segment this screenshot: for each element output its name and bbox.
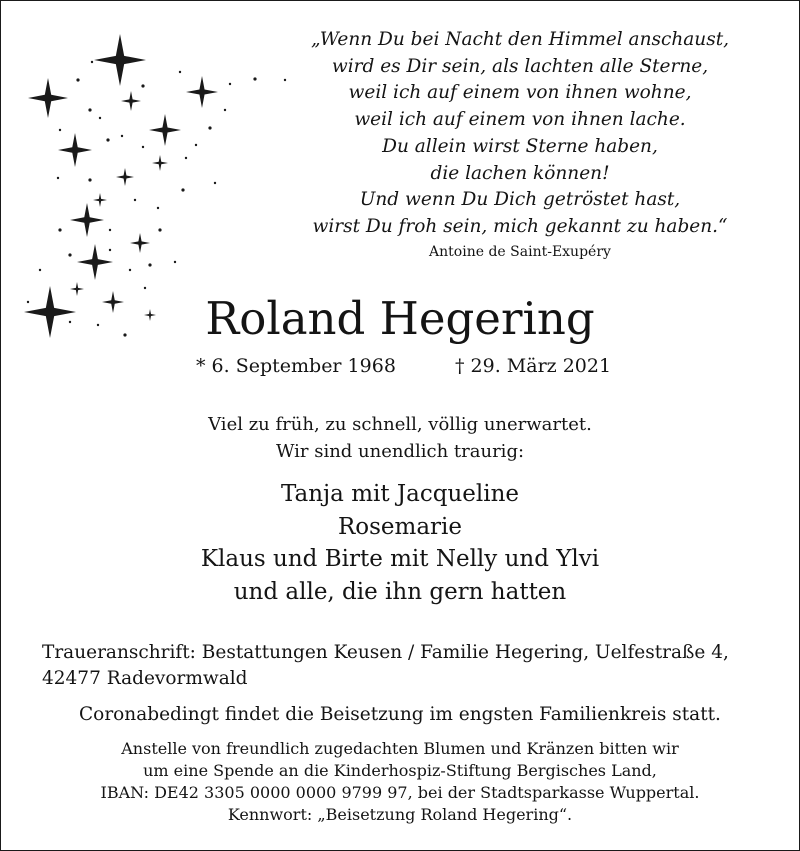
star-dot-icon	[121, 135, 123, 137]
donation-line: Anstelle von freundlich zugedachten Blumen und Kränzen bitten wir	[121, 739, 679, 758]
star-dot-icon	[76, 78, 79, 81]
mourner-name: und alle, die ihn gern hatten	[233, 578, 567, 605]
poem-line: „Wenn Du bei Nacht den Himmel anschaust,	[310, 29, 730, 50]
sparkle-star-icon	[28, 78, 68, 118]
mourner-name: Rosemarie	[337, 513, 463, 540]
star-dot-icon	[106, 138, 109, 141]
sparkle-star-icon	[93, 193, 107, 207]
sparkle-star-icon	[149, 114, 181, 146]
mourner-name: Tanja mit Jacqueline	[280, 481, 520, 507]
star-dot-icon	[109, 229, 111, 231]
sparkle-star-icon	[121, 91, 141, 111]
star-dot-icon	[148, 263, 151, 266]
corona-note: Coronabedingt findet die Beisetzung im engsten Familienkreis statt.	[79, 704, 721, 725]
star-dot-icon	[134, 199, 136, 201]
address-line: Traueranschrift: Bestattungen Keusen / Familie Hegering, Uelfestraße 4,	[42, 642, 729, 663]
mourners-list	[0, 478, 800, 608]
donation-line: um eine Spende an die Kinderhospiz-Stiftung Bergisches Land,	[143, 761, 657, 780]
poem-line: wirst Du froh sein, mich gekannt zu haben.“	[312, 215, 728, 237]
star-dot-icon	[195, 144, 197, 146]
star-dot-icon	[109, 249, 111, 251]
death-date: † 29. März 2021	[455, 355, 612, 377]
poem-quote	[300, 27, 740, 262]
star-dot-icon	[141, 84, 144, 87]
sparkle-star-icon	[58, 133, 92, 167]
lament-line: Viel zu früh, zu schnell, völlig unerwartet.	[208, 414, 592, 435]
star-dot-icon	[39, 269, 41, 271]
star-dot-icon	[185, 157, 187, 159]
star-dot-icon	[88, 108, 91, 111]
star-dot-icon	[224, 109, 226, 111]
sparkle-star-icon	[152, 155, 168, 171]
poem-line: Und wenn Du Dich getröstet hast,	[359, 189, 681, 211]
mourner-name: Klaus und Birte mit Nelly und Ylvi	[200, 546, 600, 572]
sparkle-star-icon	[77, 244, 113, 280]
star-dot-icon	[59, 129, 61, 131]
donation-line: Kennwort: „Beisetzung Roland Hegering“.	[227, 805, 573, 824]
star-dot-icon	[91, 61, 93, 63]
star-dot-icon	[158, 228, 161, 231]
star-dot-icon	[68, 253, 71, 256]
poem-line: weil ich auf einem von ihnen lache.	[354, 109, 686, 131]
poem-line: die lachen können!	[430, 162, 610, 184]
star-dot-icon	[57, 177, 59, 179]
sparkle-star-icon	[116, 168, 134, 186]
sparkle-star-icon	[70, 203, 104, 237]
lament-text	[0, 411, 800, 465]
star-dot-icon	[88, 178, 91, 181]
star-dot-icon	[284, 79, 286, 81]
star-dot-icon	[129, 269, 131, 271]
star-dot-icon	[58, 228, 61, 231]
star-dot-icon	[253, 77, 256, 80]
star-dot-icon	[142, 146, 144, 148]
sparkle-star-icon	[186, 76, 218, 108]
star-dot-icon	[157, 207, 159, 209]
poem-line: Du allein wirst Sterne haben,	[382, 135, 658, 157]
birth-date: * 6. September 1968	[196, 355, 396, 377]
star-dot-icon	[214, 182, 216, 184]
star-dot-icon	[208, 126, 211, 129]
star-dot-icon	[99, 117, 101, 119]
funeral-address	[42, 640, 782, 692]
poem-author: Antoine de Saint-Exupéry	[429, 243, 611, 260]
star-dot-icon	[181, 188, 184, 191]
star-dot-icon	[144, 287, 146, 289]
sparkle-star-icon	[130, 233, 150, 253]
poem-line: wird es Dir sein, als lachten alle Sterne,	[331, 55, 709, 77]
sparkle-star-icon	[94, 34, 146, 86]
poem-line: weil ich auf einem von ihnen wohne,	[348, 82, 692, 104]
star-dot-icon	[229, 83, 231, 85]
donation-request	[0, 738, 800, 826]
donation-line: IBAN: DE42 3305 0000 0000 9799 97, bei der Stadtsparkasse Wuppertal.	[100, 783, 700, 802]
lament-line: Wir sind unendlich traurig:	[275, 441, 525, 462]
address-line: 42477 Radevormwald	[42, 668, 248, 689]
deceased-name: Roland Hegering	[205, 292, 595, 345]
star-dot-icon	[174, 261, 176, 263]
star-dot-icon	[179, 71, 181, 73]
